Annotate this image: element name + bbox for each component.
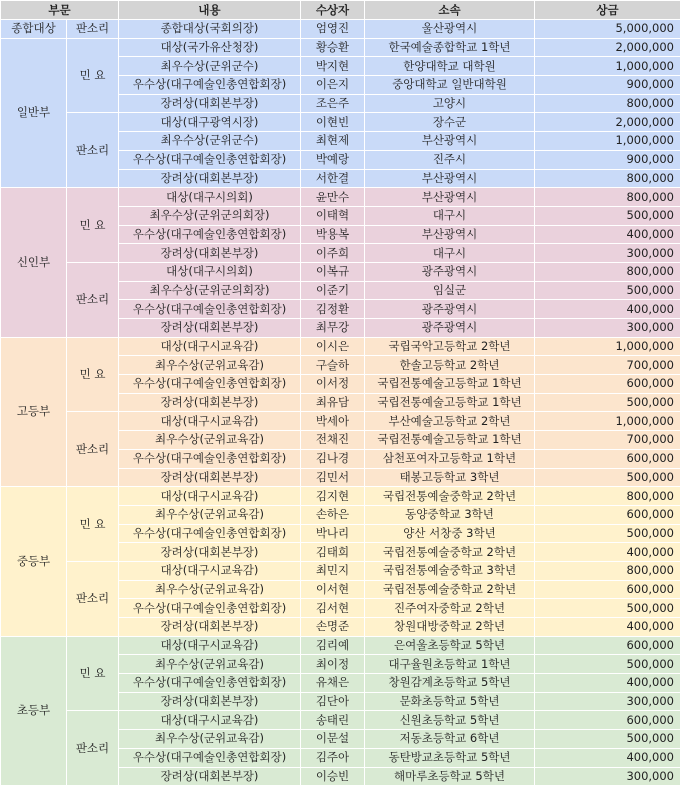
header-content: 내용 — [119, 1, 301, 20]
winner-cell: 김리예 — [301, 636, 365, 655]
prize-cell: 2,000,000 — [535, 38, 680, 57]
header-category: 부문 — [1, 1, 119, 20]
winner-cell: 이서정 — [301, 375, 365, 394]
winner-cell: 황승환 — [301, 38, 365, 57]
affiliation-cell: 국립전통예술고등학교 1학년 — [365, 393, 535, 412]
winner-cell: 김태희 — [301, 543, 365, 562]
content-cell: 우수상(대구예술인총연합회장) — [119, 674, 301, 693]
winner-cell: 유채은 — [301, 674, 365, 693]
affiliation-cell: 울산광역시 — [365, 20, 535, 39]
affiliation-cell: 저동초등학교 6학년 — [365, 730, 535, 749]
winner-cell: 최유담 — [301, 393, 365, 412]
winner-cell: 김나경 — [301, 449, 365, 468]
prize-cell: 1,000,000 — [535, 412, 680, 431]
header-row — [1, 1, 680, 20]
winner-cell: 김주아 — [301, 748, 365, 767]
affiliation-cell: 한솔고등학교 2학년 — [365, 356, 535, 375]
affiliation-cell: 장수군 — [365, 113, 535, 132]
content-cell: 장려상(대회본부장) — [119, 393, 301, 412]
content-cell: 대상(대구광역시장) — [119, 113, 301, 132]
content-cell: 우수상(대구예술인총연합회장) — [119, 748, 301, 767]
division-cell: 종합대상 — [1, 20, 67, 39]
table-row — [1, 38, 680, 57]
affiliation-cell: 부산예술고등학교 2학년 — [365, 412, 535, 431]
content-cell: 우수상(대구예술인총연합회장) — [119, 76, 301, 95]
table-row — [1, 262, 680, 281]
prize-cell: 300,000 — [535, 692, 680, 711]
winner-cell: 손명준 — [301, 618, 365, 637]
content-cell: 장려상(대회본부장) — [119, 244, 301, 263]
affiliation-cell: 부산광역시 — [365, 169, 535, 188]
winner-cell: 구슬하 — [301, 356, 365, 375]
content-cell: 대상(대구시의회) — [119, 188, 301, 207]
prize-cell: 1,000,000 — [535, 57, 680, 76]
content-cell: 장려상(대회본부장) — [119, 692, 301, 711]
winner-cell: 김지현 — [301, 487, 365, 506]
affiliation-cell: 국립전통예술고등학교 1학년 — [365, 375, 535, 394]
winner-cell: 이복규 — [301, 262, 365, 281]
content-cell: 장려상(대회본부장) — [119, 94, 301, 113]
prize-cell: 500,000 — [535, 524, 680, 543]
winner-cell: 이문설 — [301, 730, 365, 749]
affiliation-cell: 국립전통예술중학교 2학년 — [365, 580, 535, 599]
table-row — [1, 188, 680, 207]
prize-cell: 600,000 — [535, 636, 680, 655]
prize-cell: 500,000 — [535, 206, 680, 225]
prize-cell: 1,000,000 — [535, 132, 680, 151]
affiliation-cell: 광주광역시 — [365, 262, 535, 281]
prize-cell: 500,000 — [535, 730, 680, 749]
content-cell: 대상(대구시교육감) — [119, 412, 301, 431]
winner-cell: 최현제 — [301, 132, 365, 151]
prize-cell: 600,000 — [535, 505, 680, 524]
content-cell: 우수상(대구예술인총연합회장) — [119, 150, 301, 169]
affiliation-cell: 국립국악고등학교 2학년 — [365, 337, 535, 356]
affiliation-cell: 창원대방중학교 2학년 — [365, 618, 535, 637]
winner-cell: 박용복 — [301, 225, 365, 244]
prize-cell: 800,000 — [535, 561, 680, 580]
prize-cell: 700,000 — [535, 356, 680, 375]
field-cell: 민 요 — [67, 337, 119, 412]
prize-cell: 900,000 — [535, 150, 680, 169]
division-cell: 일반부 — [1, 38, 67, 188]
prize-cell: 300,000 — [535, 767, 680, 786]
affiliation-cell: 대구시 — [365, 206, 535, 225]
winner-cell: 서한결 — [301, 169, 365, 188]
grand-prize-row — [1, 20, 680, 39]
content-cell: 장려상(대회본부장) — [119, 169, 301, 188]
content-cell: 최우수상(군위군수) — [119, 57, 301, 76]
winner-cell: 송태린 — [301, 711, 365, 730]
affiliation-cell: 부산광역시 — [365, 188, 535, 207]
affiliation-cell: 진주여자중학교 2학년 — [365, 599, 535, 618]
winner-cell: 이승빈 — [301, 767, 365, 786]
field-cell: 민 요 — [67, 636, 119, 711]
winner-cell: 이주희 — [301, 244, 365, 263]
winner-cell: 손하은 — [301, 505, 365, 524]
affiliation-cell: 창원감계초등학교 5학년 — [365, 674, 535, 693]
winner-cell: 조은주 — [301, 94, 365, 113]
table-row — [1, 561, 680, 580]
winner-cell: 이서현 — [301, 580, 365, 599]
prize-cell: 800,000 — [535, 188, 680, 207]
table-row — [1, 337, 680, 356]
affiliation-cell: 대구율원초등학교 1학년 — [365, 655, 535, 674]
content-cell: 최우수상(군위교육감) — [119, 580, 301, 599]
prize-cell: 300,000 — [535, 244, 680, 263]
prize-cell: 800,000 — [535, 169, 680, 188]
prize-cell: 2,000,000 — [535, 113, 680, 132]
winner-cell: 엄영진 — [301, 20, 365, 39]
content-cell: 대상(국가유산청장) — [119, 38, 301, 57]
prize-cell: 600,000 — [535, 375, 680, 394]
field-cell: 민 요 — [67, 188, 119, 263]
field-cell: 판소리 — [67, 262, 119, 337]
winner-cell: 김민서 — [301, 468, 365, 487]
content-cell: 최우수상(군위교육감) — [119, 356, 301, 375]
division-cell: 중등부 — [1, 487, 67, 637]
winner-cell: 윤만수 — [301, 188, 365, 207]
content-cell: 우수상(대구예술인총연합회장) — [119, 225, 301, 244]
field-cell: 판소리 — [67, 711, 119, 786]
content-cell: 최우수상(군위교육감) — [119, 505, 301, 524]
affiliation-cell: 진주시 — [365, 150, 535, 169]
prize-cell: 400,000 — [535, 300, 680, 319]
header-winner: 수상자 — [301, 1, 365, 20]
affiliation-cell: 부산광역시 — [365, 132, 535, 151]
header-affiliation: 소속 — [365, 1, 535, 20]
content-cell: 우수상(대구예술인총연합회장) — [119, 599, 301, 618]
division-cell: 고등부 — [1, 337, 67, 487]
affiliation-cell: 동탄방교초등학교 5학년 — [365, 748, 535, 767]
prize-cell: 500,000 — [535, 393, 680, 412]
prize-cell: 800,000 — [535, 94, 680, 113]
prize-cell: 5,000,000 — [535, 20, 680, 39]
division-cell: 초등부 — [1, 636, 67, 786]
winner-cell: 최무강 — [301, 319, 365, 338]
prize-cell: 800,000 — [535, 487, 680, 506]
prize-cell: 900,000 — [535, 76, 680, 95]
winner-cell: 이은지 — [301, 76, 365, 95]
prize-cell: 600,000 — [535, 711, 680, 730]
content-cell: 장려상(대회본부장) — [119, 319, 301, 338]
table-row — [1, 636, 680, 655]
field-cell: 판소리 — [67, 113, 119, 188]
winner-cell: 이현빈 — [301, 113, 365, 132]
table-row — [1, 487, 680, 506]
affiliation-cell: 문화초등학교 5학년 — [365, 692, 535, 711]
field-cell: 판소리 — [67, 561, 119, 636]
affiliation-cell: 해마루초등학교 5학년 — [365, 767, 535, 786]
division-cell: 신인부 — [1, 188, 67, 338]
winner-cell: 박나리 — [301, 524, 365, 543]
affiliation-cell: 한양대학교 대학원 — [365, 57, 535, 76]
affiliation-cell: 태봉고등학교 3학년 — [365, 468, 535, 487]
prize-cell: 500,000 — [535, 468, 680, 487]
prize-cell: 700,000 — [535, 431, 680, 450]
table-row — [1, 711, 680, 730]
affiliation-cell: 부산광역시 — [365, 225, 535, 244]
content-cell: 최우수상(군위교육감) — [119, 655, 301, 674]
table-body — [1, 20, 680, 786]
affiliation-cell: 삼천포여자고등학교 1학년 — [365, 449, 535, 468]
content-cell: 대상(대구시교육감) — [119, 487, 301, 506]
content-cell: 종합대상(국회의장) — [119, 20, 301, 39]
winner-cell: 박예랑 — [301, 150, 365, 169]
affiliation-cell: 국립전통예술고등학교 1학년 — [365, 431, 535, 450]
affiliation-cell: 동양중학교 3학년 — [365, 505, 535, 524]
affiliation-cell: 고양시 — [365, 94, 535, 113]
affiliation-cell: 임실군 — [365, 281, 535, 300]
prize-cell: 500,000 — [535, 655, 680, 674]
table-row — [1, 113, 680, 132]
field-cell: 판소리 — [67, 20, 119, 39]
content-cell: 장려상(대회본부장) — [119, 468, 301, 487]
header-prize: 상금 — [535, 1, 680, 20]
table-row — [1, 412, 680, 431]
content-cell: 우수상(대구예술인총연합회장) — [119, 524, 301, 543]
content-cell: 우수상(대구예술인총연합회장) — [119, 375, 301, 394]
winner-cell: 박세아 — [301, 412, 365, 431]
content-cell: 대상(대구시교육감) — [119, 337, 301, 356]
field-cell: 민 요 — [67, 487, 119, 562]
field-cell: 판소리 — [67, 412, 119, 487]
affiliation-cell: 신원초등학교 5학년 — [365, 711, 535, 730]
content-cell: 우수상(대구예술인총연합회장) — [119, 300, 301, 319]
winner-cell: 이시은 — [301, 337, 365, 356]
affiliation-cell: 광주광역시 — [365, 300, 535, 319]
content-cell: 대상(대구시교육감) — [119, 561, 301, 580]
winner-cell: 김서현 — [301, 599, 365, 618]
winner-cell: 박지현 — [301, 57, 365, 76]
prize-cell: 600,000 — [535, 580, 680, 599]
winner-cell: 이준기 — [301, 281, 365, 300]
content-cell: 최우수상(군위군의회장) — [119, 206, 301, 225]
affiliation-cell: 양산 서창중 3학년 — [365, 524, 535, 543]
content-cell: 최우수상(군위군수) — [119, 132, 301, 151]
field-cell: 민 요 — [67, 38, 119, 113]
content-cell: 장려상(대회본부장) — [119, 543, 301, 562]
affiliation-cell: 국립전통예술중학교 2학년 — [365, 487, 535, 506]
prize-cell: 300,000 — [535, 319, 680, 338]
affiliation-cell: 광주광역시 — [365, 319, 535, 338]
affiliation-cell: 국립전통예술중학교 3학년 — [365, 561, 535, 580]
winner-cell: 김단아 — [301, 692, 365, 711]
content-cell: 최우수상(군위군의회장) — [119, 281, 301, 300]
content-cell: 우수상(대구예술인총연합회장) — [119, 449, 301, 468]
content-cell: 최우수상(군위교육감) — [119, 431, 301, 450]
prize-cell: 400,000 — [535, 543, 680, 562]
winner-cell: 전채진 — [301, 431, 365, 450]
prize-cell: 400,000 — [535, 618, 680, 637]
winner-cell: 최민지 — [301, 561, 365, 580]
affiliation-cell: 중앙대학교 일반대학원 — [365, 76, 535, 95]
prize-cell: 500,000 — [535, 599, 680, 618]
prize-cell: 400,000 — [535, 225, 680, 244]
affiliation-cell: 한국예술종합학교 1학년 — [365, 38, 535, 57]
prize-cell: 400,000 — [535, 674, 680, 693]
prize-cell: 500,000 — [535, 281, 680, 300]
affiliation-cell: 대구시 — [365, 244, 535, 263]
content-cell: 대상(대구시교육감) — [119, 636, 301, 655]
winner-cell: 이태혁 — [301, 206, 365, 225]
prize-cell: 1,000,000 — [535, 337, 680, 356]
content-cell: 대상(대구시교육감) — [119, 711, 301, 730]
prize-cell: 800,000 — [535, 262, 680, 281]
content-cell: 최우수상(군위교육감) — [119, 730, 301, 749]
content-cell: 대상(대구시의회) — [119, 262, 301, 281]
prize-cell: 600,000 — [535, 449, 680, 468]
winner-cell: 김정환 — [301, 300, 365, 319]
affiliation-cell: 은여울초등학교 5학년 — [365, 636, 535, 655]
prize-cell: 400,000 — [535, 748, 680, 767]
content-cell: 장려상(대회본부장) — [119, 767, 301, 786]
content-cell: 장려상(대회본부장) — [119, 618, 301, 637]
winner-cell: 최이정 — [301, 655, 365, 674]
affiliation-cell: 국립전통예술중학교 2학년 — [365, 543, 535, 562]
